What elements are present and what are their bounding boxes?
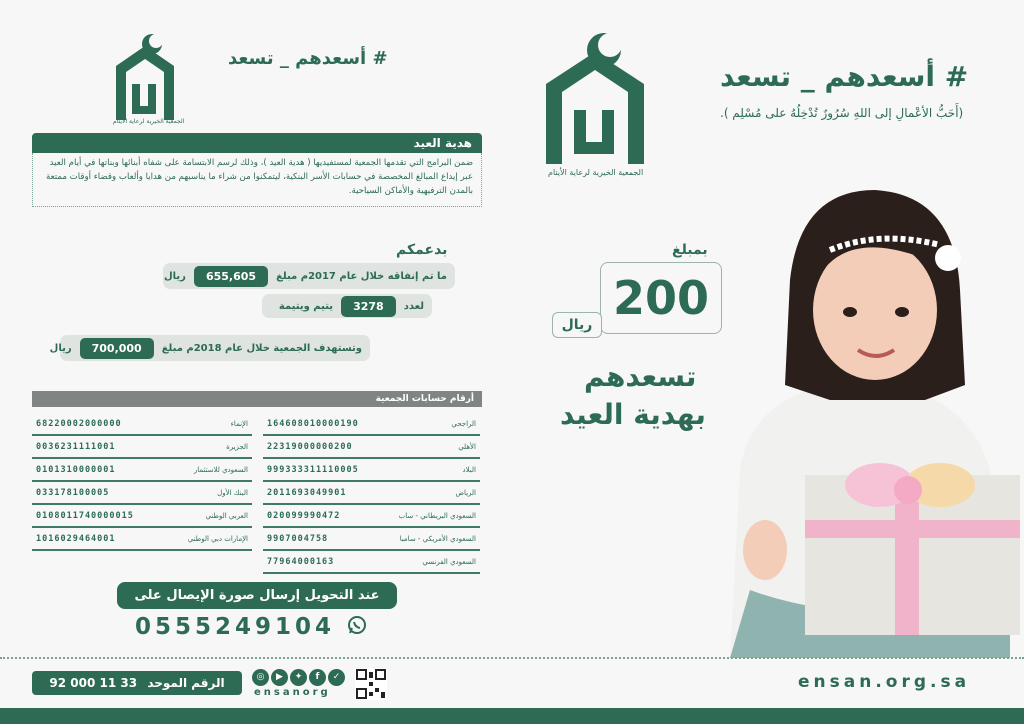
account-row: [32, 506, 252, 528]
slogan-line-1: تسعدهم: [584, 360, 697, 393]
youtube-icon[interactable]: ▶: [271, 669, 288, 686]
whatsapp-icon: [347, 615, 367, 641]
count-value: 3278: [341, 296, 396, 317]
account-number: 1016029464001: [36, 534, 116, 544]
footer-band: [0, 708, 1024, 724]
target-value: 700,000: [80, 338, 154, 359]
account-number: 77964000163: [267, 557, 335, 567]
bank-name: البلاد: [462, 466, 476, 474]
section-title-bar: [32, 133, 482, 153]
transfer-notice: عند التحويل إرسال صورة الإيصال على: [117, 582, 397, 609]
accounts-title: أرقام حسابات الجمعية: [375, 394, 474, 404]
logo-caption-small: الجمعية الخيرية لرعاية الأيتام: [113, 118, 185, 125]
spent-unit: ريال: [164, 270, 186, 282]
account-row: [32, 483, 252, 505]
account-row: [32, 460, 252, 482]
girl-with-gift-image: [690, 170, 1024, 658]
account-row: [263, 483, 480, 505]
account-number: 020099990472: [267, 511, 341, 521]
unified-number: 33 11 000 92: [49, 676, 138, 690]
account-row: [32, 529, 252, 551]
amount-unit-box: [552, 312, 602, 338]
spent-row: [163, 263, 455, 289]
target-row: [49, 335, 370, 361]
account-row: [263, 414, 480, 436]
twitter-icon[interactable]: ✓: [328, 669, 345, 686]
hadith-quote: (أَحَبُّ الأعْمالِ إلى اللهِ سُرُورٌ تُدْخِلُهُ على مُسْلِم ).: [720, 106, 964, 120]
bank-name: العربي الوطني: [205, 512, 248, 520]
hashtag-title-left: # أسعدهم _ تسعد: [228, 48, 388, 69]
bank-name: الأهلي: [458, 443, 476, 451]
snapchat-icon[interactable]: ✦: [290, 669, 307, 686]
section-title: هدية العيد: [413, 136, 472, 150]
amount-prefix: بمبلغ: [672, 242, 708, 258]
instagram-icon[interactable]: ◎: [252, 669, 269, 686]
amount-box: [600, 262, 722, 334]
account-row: [32, 437, 252, 459]
account-row: [263, 552, 480, 574]
ensan-logo-large: [540, 30, 650, 168]
unified-number-badge: [32, 671, 242, 695]
account-row: [32, 414, 252, 436]
ensan-logo-small: [110, 32, 180, 124]
account-number: 999333311110005: [267, 465, 359, 475]
account-number: 22319000000200: [267, 442, 353, 452]
bank-name: السعودي الفرنسي: [422, 558, 476, 566]
website-url[interactable]: ensan.org.sa: [798, 672, 971, 692]
logo-caption-large: الجمعية الخيرية لرعاية الأيتام: [548, 168, 644, 177]
spent-value: 655,605: [194, 266, 268, 287]
account-row: [263, 506, 480, 528]
amount-value: 200: [612, 271, 710, 325]
bank-name: البنك الأول: [217, 489, 248, 497]
account-number: 68220002000000: [36, 419, 122, 429]
bank-name: الإمارات دبي الوطني: [187, 535, 248, 543]
bank-name: الإنماء: [230, 420, 248, 428]
target-label: وتستهدف الجمعية خلال عام 2018م مبلغ: [161, 342, 362, 354]
account-number: 0036231111001: [36, 442, 116, 452]
account-number: 164608010000190: [267, 419, 359, 429]
count-suffix: يتيم ويتيمة: [278, 300, 334, 312]
account-number: 2011693049901: [267, 488, 347, 498]
bank-name: السعودي للاستثمار: [193, 466, 248, 474]
hashtag-title-right: # أسعدهم _ تسعد: [720, 60, 969, 93]
section-description: ضمن البرامج التي تقدمها الجمعية لمستفيديها ( هدية العيد )، وذلك لرسم الابتسامة على شفاه أبنائها وبناتها في أيام العيد عبر إيداع المبالغ المخصصة في حسابات الأسر البنكية، ليتمكنوا من شراء ما يناسبهم من هدايا وألعاب وقضاء أوقات ممتعة بالمدن الترفيهية والأماكن السياحية.: [32, 153, 482, 207]
bank-name: الجزيرة: [226, 443, 248, 451]
account-row: [263, 529, 480, 551]
bank-name: الرياض: [455, 489, 476, 497]
support-heading: بدعمكم: [396, 242, 448, 258]
account-number: 0101310000001: [36, 465, 116, 475]
account-number: 033178100005: [36, 488, 110, 498]
bank-name: السعودي البريطاني - ساب: [398, 512, 476, 520]
amount-unit: ريال: [561, 317, 593, 333]
bank-name: الراجحي: [451, 420, 476, 428]
whatsapp-number[interactable]: [135, 614, 367, 641]
account-number: 9907004758: [267, 534, 329, 544]
account-row: [263, 437, 480, 459]
account-number: 0108011740000015: [36, 511, 134, 521]
account-row: [263, 460, 480, 482]
unified-number-label: الرقم الموحد: [147, 676, 225, 690]
bank-name: السعودي الأمريكي - سامبا: [399, 535, 476, 543]
slogan-line-2: بهدية العيد: [560, 398, 706, 431]
facebook-icon[interactable]: f: [309, 669, 326, 686]
phone-number: 0555249104: [135, 614, 336, 640]
count-prefix: لعدد: [403, 300, 424, 312]
target-unit: ريال: [49, 342, 72, 354]
social-handle: ensanorg: [254, 687, 331, 698]
accounts-title-bar: [32, 391, 482, 407]
orphan-count-row: [262, 294, 432, 318]
qr-code-icon: [355, 668, 387, 704]
spent-label: ما تم إنفاقه خلال عام 2017م مبلغ: [276, 270, 447, 282]
footer-divider: [0, 657, 1024, 659]
